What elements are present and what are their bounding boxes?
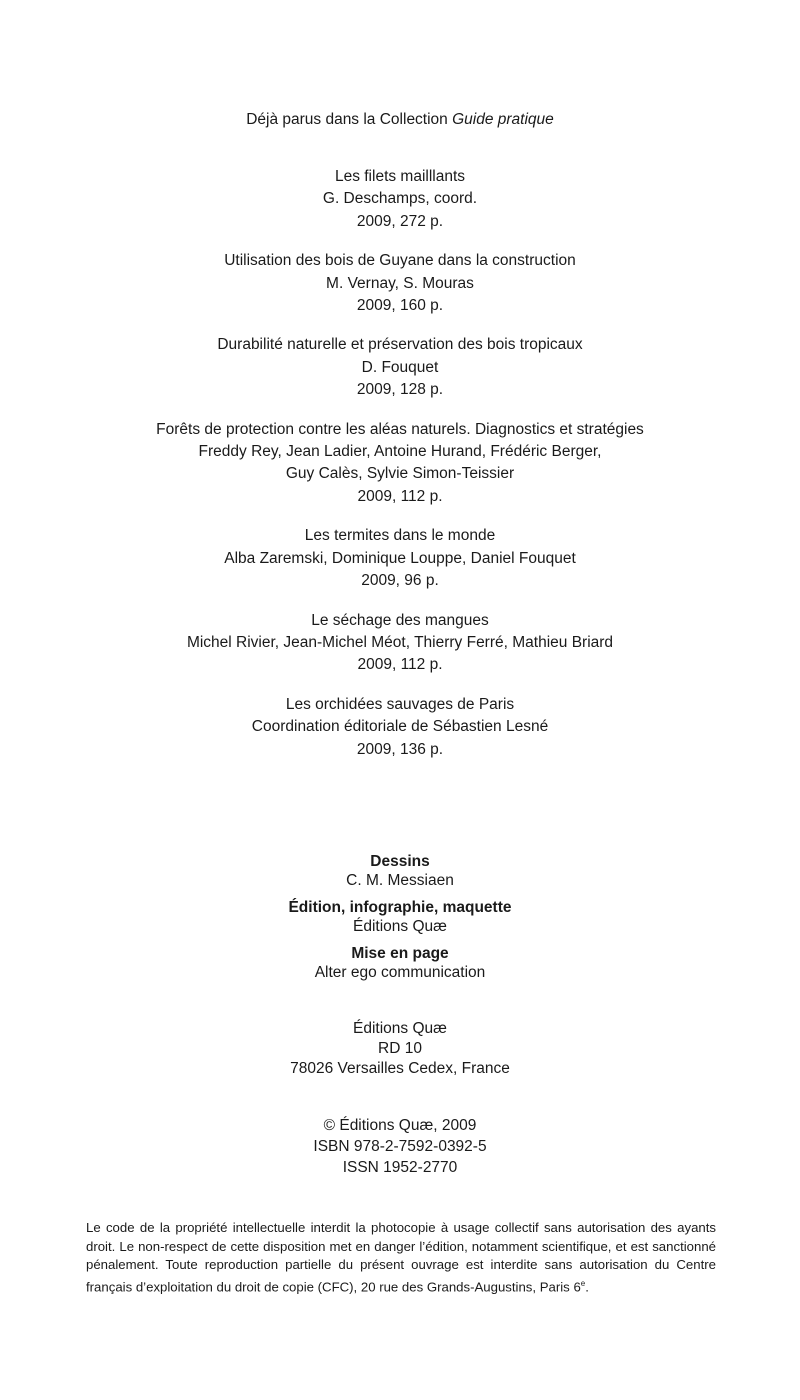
book-title: Les filets mailllants [334, 168, 466, 185]
legal-notice-end: . [585, 1278, 589, 1294]
legal-notice-superscript: e [580, 1278, 586, 1288]
book-publication-info: 2009, 128 p. [356, 381, 444, 399]
credits-block [0, 852, 800, 990]
book-publication-info: 2009, 96 p. [361, 572, 439, 590]
copyright-notice: © Éditions Quæ, 2009 [323, 1117, 477, 1134]
book-authors: Alba Zaremski, Dominique Louppe, Daniel Fouquet [224, 549, 576, 567]
book-publication-info: 2009, 136 p. [356, 740, 444, 758]
credit-layout [0, 944, 800, 982]
book-entry [0, 419, 800, 509]
isbn-number: ISBN 978-2-7592-0392-5 [313, 1138, 487, 1155]
book-publication-info: 2009, 272 p. [356, 212, 444, 230]
book-title: Les orchidées sauvages de Paris [285, 695, 515, 713]
book-title: Le séchage des mangues [311, 611, 489, 629]
book-title: Les termites dans le monde [304, 527, 496, 545]
book-authors: Freddy Rey, Jean Ladier, Antoine Hurand, Frédéric Berger, [198, 443, 602, 461]
book-title: Durabilité naturelle et préservation des bois tropicaux [217, 336, 583, 354]
credit-value: Éditions Quæ [353, 918, 447, 935]
book-title: Forêts de protection contre les aléas naturels. Diagnostics et stratégies [156, 420, 644, 438]
book-entry [0, 694, 800, 761]
collection-header-prefix: Déjà parus dans la Collection [246, 111, 453, 128]
book-authors: M. Vernay, S. Mouras [326, 274, 474, 292]
book-entry [0, 250, 800, 317]
legal-notice [86, 1219, 716, 1296]
credit-value: Alter ego communication [314, 964, 486, 981]
book-entry [0, 525, 800, 592]
credit-edition [0, 898, 800, 936]
published-titles-list [0, 166, 800, 778]
book-publication-info: 2009, 112 p. [357, 656, 443, 674]
book-authors: Guy Calès, Sylvie Simon-Teissier [285, 465, 515, 483]
rights-block [0, 1115, 800, 1178]
book-authors: Coordination éditoriale de Sébastien Lesné [251, 718, 549, 736]
book-publication-info: 2009, 112 p. [357, 487, 443, 505]
credit-label: Mise en page [351, 945, 449, 962]
collection-header [0, 109, 800, 131]
book-entry [0, 610, 800, 677]
credit-label: Dessins [370, 853, 430, 870]
credit-value: C. M. Messiaen [346, 872, 454, 889]
book-entry [0, 334, 800, 401]
book-entry [0, 166, 800, 233]
issn-number: ISSN 1952-2770 [342, 1159, 458, 1176]
publisher-address [0, 1019, 800, 1079]
publisher-name: Éditions Quæ [353, 1020, 447, 1037]
book-authors: D. Fouquet [361, 358, 439, 376]
book-publication-info: 2009, 160 p. [356, 297, 444, 315]
legal-notice-text: Le code de la propriété intellectuelle interdit la photocopie à usage collectif sans autorisation des ayants droit. Le non-respect de cette disposition met en danger l’édition, notamment scientifique, et est sanctionné pénalement. Toute reproduction partielle du présent ouvrage est interdite sans autorisation du Centre français d’exploitation du droit de copie (CFC), 20 rue des Grands-Augustins, Paris 6 [86, 1220, 716, 1294]
publisher-road: RD 10 [378, 1040, 422, 1057]
credit-drawings [0, 852, 800, 890]
collection-name: Guide pratique [452, 111, 554, 128]
book-authors: G. Deschamps, coord. [322, 190, 478, 208]
book-title: Utilisation des bois de Guyane dans la construction [224, 252, 576, 270]
credit-label: Édition, infographie, maquette [288, 899, 512, 916]
publisher-city: 78026 Versailles Cedex, France [290, 1060, 510, 1077]
book-authors: Michel Rivier, Jean-Michel Méot, Thierry Ferré, Mathieu Briard [186, 633, 614, 651]
